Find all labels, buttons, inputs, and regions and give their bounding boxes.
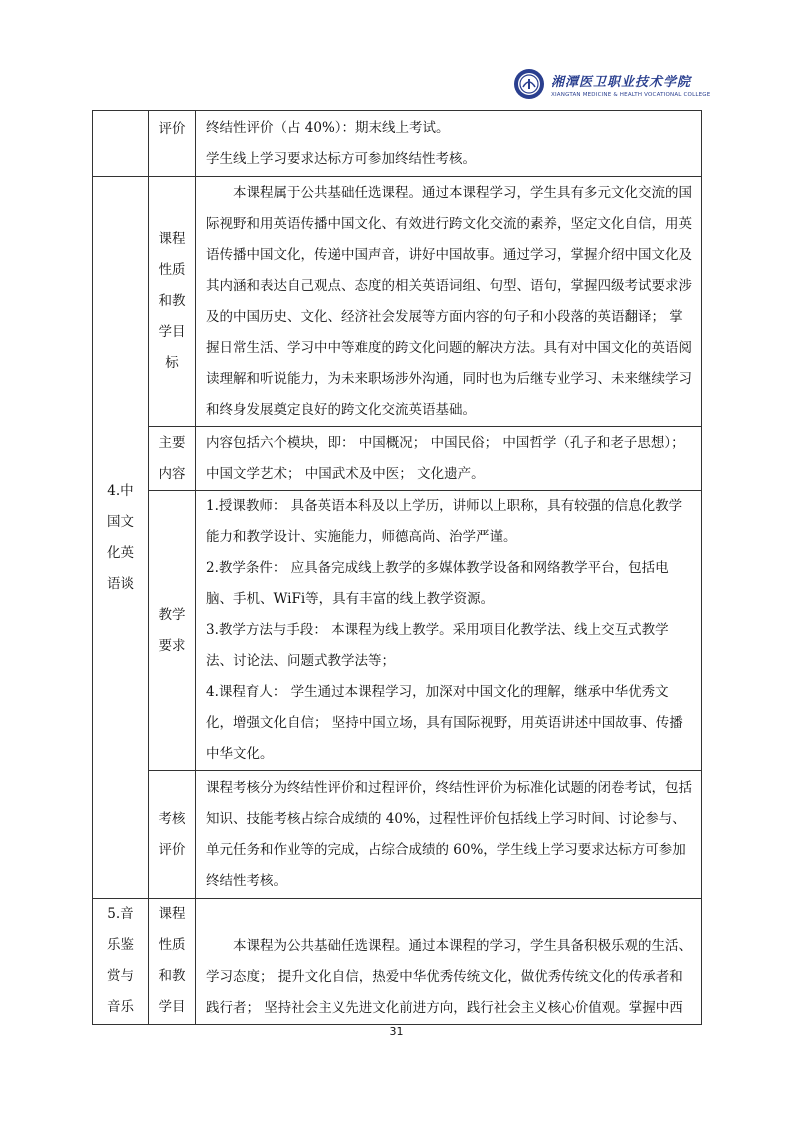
- page-number: 31: [389, 1025, 404, 1038]
- label-line: 学目: [158, 324, 186, 340]
- course-name-cell: [93, 177, 149, 899]
- eval-paragraph: 课程考核分为终结性评价和过程评价，终结性评价为标准化试题的闭卷考试，包括知识、技能考核占综合成绩的 40%，过程性评价包括线上学习时间、讨论参与、单元任务和作业等的完成，占综合成绩的 60%，学生线上学习要求达标方可参加终结性考核。: [206, 779, 692, 889]
- table-row: [93, 491, 702, 771]
- course-table: [92, 110, 702, 1025]
- label-line: 课程: [158, 231, 186, 247]
- course-name-line: 化英: [107, 544, 134, 561]
- label-line: 考核: [158, 810, 186, 827]
- eval-line: 终结性评价（占 40%）：期末线上考试。: [206, 119, 450, 136]
- logo-chinese-name: 湘潭医卫职业技术学院: [551, 74, 692, 90]
- row-content: [196, 111, 702, 177]
- label-line: 内容: [158, 465, 186, 482]
- label-line: 和教: [158, 968, 186, 984]
- table-row: [93, 177, 702, 427]
- requirement-item: 3.教学方法与手段： 本课程为线上教学。采用项目化教学法、线上交互式教学法、讨论法、问题式教学法等；: [206, 622, 669, 669]
- label-line: 评价: [158, 841, 186, 858]
- row-content: [196, 491, 702, 771]
- label-line: 和教: [158, 293, 186, 309]
- label-line: 课程: [158, 906, 186, 922]
- table-row: [93, 427, 702, 491]
- label-line: 主要: [158, 434, 186, 451]
- course-name-line: 音乐: [107, 999, 134, 1015]
- course-name-line: 4.中: [107, 482, 134, 499]
- row-label: [149, 491, 196, 771]
- course-name-line: 乐鉴: [107, 937, 134, 953]
- goal-paragraph: 本课程为公共基础任选课程。通过本课程的学习，学生具备积极乐观的生活、学习态度； 提升文化自信，热爱中华优秀传统文化，做优秀传统文化的传承者和践行者； 坚持社会主义先进文化前进方向，践行社会主义核心价值观。掌握中西: [206, 938, 692, 1016]
- college-emblem-icon: [513, 68, 545, 100]
- row-content: [196, 771, 702, 899]
- label-line: 教学: [158, 606, 186, 623]
- course-name-line: 5.音: [107, 906, 134, 922]
- blank-course-cell: [93, 111, 149, 177]
- label-line: 标: [165, 355, 179, 371]
- course-name-cell: [93, 899, 149, 1025]
- course-name-line: 国文: [107, 513, 134, 530]
- requirement-item: 4.课程育人： 学生通过本课程学习，加深对中国文化的理解，继承中华优秀文化，增强文化自信； 坚持中国立场，具有国际视野，用英语讲述中国故事、传播中华文化。: [206, 684, 683, 762]
- label-line: 要求: [158, 637, 186, 654]
- logo-english-name: XIANGTAN MEDICINE & HEALTH VOCATIONAL COLLEGE: [551, 91, 711, 98]
- row-label: [149, 177, 196, 427]
- label-line: 性质: [158, 262, 186, 278]
- eval-label: 评价: [158, 121, 186, 137]
- college-logo: [513, 62, 711, 106]
- table-row: [93, 111, 702, 177]
- row-content: [196, 427, 702, 491]
- requirement-item: 1.授课教师： 具备英语本科及以上学历，讲师以上职称，具有较强的信息化教学能力和教学设计、实施能力，师德高尚、治学严谨。: [206, 498, 683, 545]
- requirement-item: 2.教学条件： 应具备完成线上教学的多媒体教学设备和网络教学平台，包括电脑、手机、WiFi等，具有丰富的线上教学资源。: [206, 560, 669, 607]
- course-name-line: 赏与: [107, 968, 134, 984]
- goal-paragraph: 本课程属于公共基础任选课程。通过本课程学习，学生具有多元文化交流的国际视野和用英语传播中国文化、有效进行跨文化交流的素养，坚定文化自信，用英语传播中国文化，传递中国声音，讲好中国故事。通过学习，掌握介绍中国文化及其内涵和表达自己观点、态度的相关英语词组、句型、语句，掌握四级考试要求涉及的中国历史、文化、经济社会发展等方面内容的句子和小段落的英语翻译； 掌握日常生活、学习中中等难度的跨文化问题的解决方法。具有对中国文化的英语阅读理解和听说能力，为未来职场涉外沟通，同时也为后继专业学习、未来继续学习和终身发展奠定良好的跨文化交流英语基础。: [206, 184, 692, 418]
- eval-line: 学生线上学习要求达标方可参加终结性考核。: [206, 150, 476, 167]
- row-label: [149, 427, 196, 491]
- row-label: [149, 771, 196, 899]
- row-content: [196, 899, 702, 1025]
- table-row: [93, 771, 702, 899]
- course-name-line: 语谈: [107, 575, 134, 592]
- label-line: 性质: [158, 937, 186, 953]
- content-paragraph: 内容包括六个模块，即： 中国概况； 中国民俗； 中国哲学（孔子和老子思想）；中国文学艺术； 中国武术及中医； 文化遗产。: [206, 434, 685, 482]
- row-label: [149, 899, 196, 1025]
- row-label: [149, 111, 196, 177]
- label-line: 学目: [158, 999, 186, 1015]
- table-row: [93, 899, 702, 1025]
- row-content: [196, 177, 702, 427]
